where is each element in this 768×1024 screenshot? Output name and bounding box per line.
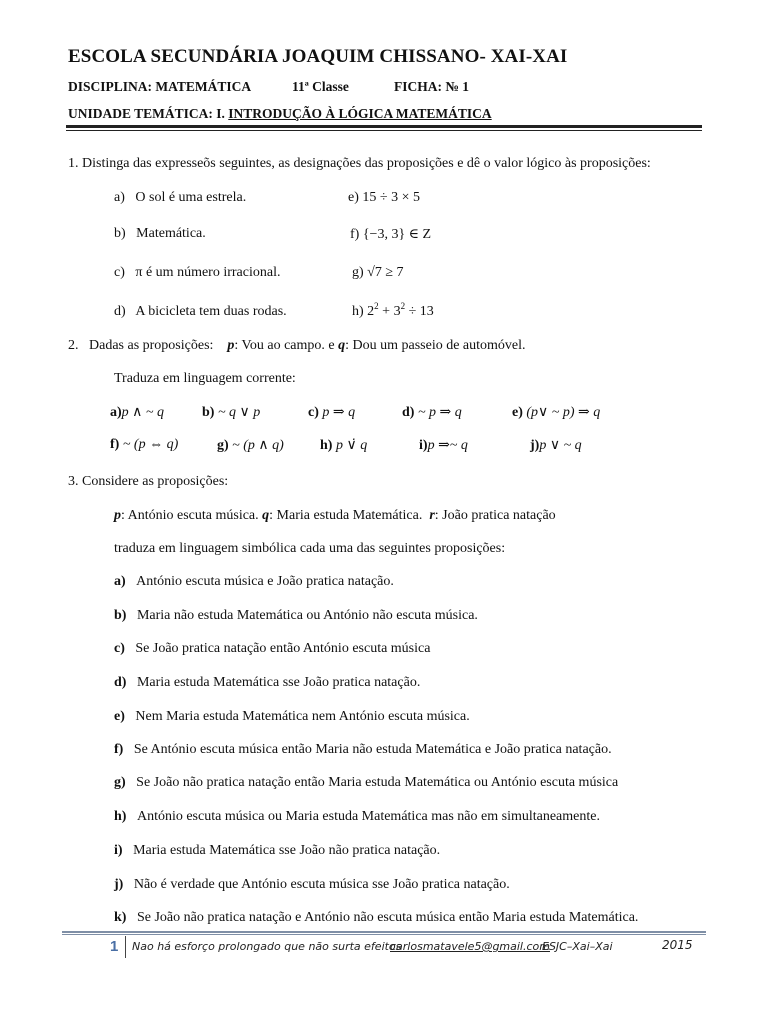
q3-item-i: i) Maria estuda Matemática sse João não pratica natação. <box>114 843 441 858</box>
item-expr: {−3, 3} ∈ Z <box>362 227 432 242</box>
item-text: π é um número irracional. <box>135 265 281 280</box>
school-name: ESCOLA SECUNDÁRIA JOAQUIM CHISSANO- XAI-XAI <box>68 46 568 67</box>
header-divider <box>66 125 702 128</box>
var-q: q <box>338 338 346 353</box>
q3-prompt: 3. Considere as proposições: <box>68 474 229 489</box>
item-label: h) <box>352 304 364 319</box>
item-text: A bicicleta tem duas rodas. <box>135 304 287 319</box>
item-text: Matemática. <box>136 226 206 241</box>
q3-item-c: c) Se João pratica natação então António escuta música <box>114 641 431 656</box>
item-label: a) <box>114 190 125 205</box>
q1-item-c <box>114 265 280 281</box>
item-label: e) <box>348 190 359 205</box>
q1-prompt: 1. Distinga das expresseõs seguintes, as designações das proposições e dê o valor lógico às proposições: <box>68 156 651 171</box>
header-divider-thin <box>66 130 702 131</box>
footer-email: carlosmatavele5@gmail.com <box>390 940 550 953</box>
var-p: p <box>227 338 235 353</box>
q3-item-j: j) Não é verdade que António escuta música sse João pratica natação. <box>114 877 510 892</box>
q2-item-h: h) p ∨̇ q <box>320 438 368 453</box>
item-label: f) <box>350 227 360 242</box>
item-text: O sol é uma estrela. <box>135 190 247 205</box>
q2-item-c: c) p ⇒ q <box>308 405 356 420</box>
q1-item-f <box>350 226 431 243</box>
q1-item-g <box>352 265 404 281</box>
unit-heading <box>68 106 492 122</box>
q2-item-j: j)p ∨ ~ q <box>530 438 582 453</box>
q3-item-e: e) Nem Maria estuda Matemática nem António escuta música. <box>114 709 470 724</box>
footer-year: 2015 <box>662 938 693 952</box>
q2-item-f: f) ~ (p ⇔ q) <box>110 437 179 452</box>
q3-item-b: b) Maria não estuda Matemática ou António não escuta música. <box>114 608 478 623</box>
q2-prompt: 2. Dadas as proposições: p: Vou ao campo. e q: Dou um passeio de automóvel. <box>68 338 526 353</box>
footer-separator <box>125 936 126 958</box>
q2-item-d: d) ~ p ⇒ q <box>402 405 462 420</box>
footer-divider-thin <box>62 934 706 935</box>
footer-motto: Nao há esforço prolongado que não surta efeitos <box>132 940 402 953</box>
q3-instruction: traduza em linguagem simbólica cada uma das seguintes proposições: <box>114 541 506 556</box>
q1-item-e <box>348 190 420 206</box>
page-number: 1 <box>110 938 119 955</box>
q1-item-d <box>114 304 287 320</box>
q3-item-g: g) Se João não pratica natação então Maria estuda Matemática ou António escuta música <box>114 775 619 790</box>
q2-item-b: b) ~ q ∨ p <box>202 405 261 420</box>
unit-title: INTRODUÇÃO À LÓGICA MATEMÁTICA <box>228 106 492 121</box>
item-label: b) <box>114 226 126 241</box>
unit-prefix: UNIDADE TEMÁTICA: I. <box>68 106 225 121</box>
item-expr: √7 ≥ 7 <box>367 265 404 280</box>
q1-item-a <box>114 190 246 206</box>
q2-item-g: g) ~ (p ∧ q) <box>217 438 284 453</box>
footer-divider <box>62 931 706 933</box>
q3-item-f: f) Se António escuta música então Maria não estuda Matemática e João pratica natação. <box>114 742 612 757</box>
q2-instruction: Traduza em linguagem corrente: <box>114 371 296 386</box>
q2-item-e: e) (p∨ ~ p) ⇒ q <box>512 405 601 420</box>
q3-item-k: k) Se João não pratica natação e António não escuta música então Maria estuda Matemática. <box>114 910 639 925</box>
class-label: 11ª Classe <box>292 79 349 94</box>
sheet-number: FICHA: № 1 <box>394 79 470 94</box>
q3-item-h: h) António escuta música ou Maria estuda Matemática mas não em simultaneamente. <box>114 809 600 824</box>
q1-item-b <box>114 226 206 242</box>
q3-item-a: a) António escuta música e João pratica natação. <box>114 574 394 589</box>
q3-item-d: d) Maria estuda Matemática sse João pratica natação. <box>114 675 421 690</box>
q1-item-h <box>352 301 434 320</box>
q2-item-a: a)p ∧ ~ q <box>110 405 164 420</box>
q3-propositions: p: António escuta música. q: Maria estuda Matemática. r: João pratica natação <box>114 508 556 523</box>
discipline-label: DISCIPLINA: MATEMÁTICA <box>68 79 252 94</box>
footer-school: ESJC–Xai–Xai <box>542 940 613 953</box>
item-expr: 15 ÷ 3 × 5 <box>362 190 420 205</box>
item-label: g) <box>352 265 364 280</box>
item-label: d) <box>114 304 126 319</box>
item-expr: $2^2 + 3^2 \div 13$ <box>367 301 434 319</box>
q2-item-i: i)p ⇒~ q <box>419 438 468 453</box>
item-label: c) <box>114 265 125 280</box>
